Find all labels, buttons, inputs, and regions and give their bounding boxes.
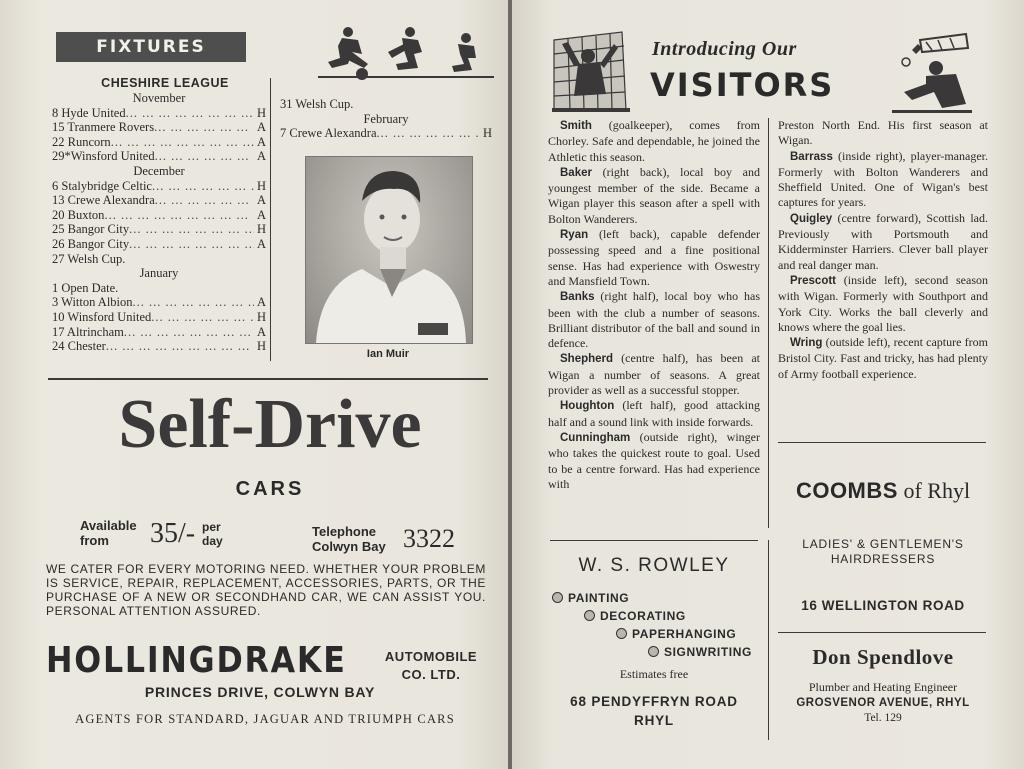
leader-dots (126, 106, 254, 121)
coombs-name: COOMBS (795, 478, 898, 503)
service-item (648, 645, 752, 659)
coombs-address: 16 WELLINGTON ROAD (801, 598, 965, 613)
leader-dots (377, 126, 481, 141)
fixture-row (52, 325, 266, 340)
player-profile (778, 273, 988, 335)
player-profile (778, 211, 988, 273)
service-label: DECORATING (600, 609, 686, 623)
service-item (552, 591, 629, 605)
player-profile (548, 351, 760, 398)
player-name: Houghton (560, 400, 615, 413)
leader-dots (104, 208, 254, 223)
fixture-team: 15 Tranmere Rovers (52, 120, 155, 135)
player-name: Wring (790, 337, 823, 350)
fixture-row (52, 120, 266, 135)
fixture-team: 20 Buxton (52, 207, 105, 222)
player-description: (right half), local boy who has been with the club a number of seasons. Brilliant distributor of the ball and sound in defence. (548, 289, 760, 351)
fixture-row (52, 281, 266, 296)
company-type (376, 648, 486, 684)
player-name: Shepherd (560, 353, 614, 366)
player-name: Baker (560, 166, 592, 179)
fixture-line: 31 Welsh Cup. (280, 97, 354, 111)
player-profile (548, 430, 760, 492)
player-photo (305, 156, 473, 344)
visitors-intro: Introducing Our (652, 38, 797, 60)
day-label: day (202, 534, 223, 548)
coombs-trade (778, 537, 988, 567)
bullet-icon (616, 628, 627, 639)
fixture-team: 29*Winsford United (52, 149, 155, 164)
player-profile (548, 398, 760, 430)
right-page-content (512, 0, 1024, 769)
player-description: (centre forward), Scottish lad. Previously with Portsmouth and Kidderminster Harriers. Clever ball player and real danger man. (778, 210, 988, 272)
rowley-address-line1: 68 PENDYFFRYN ROAD (570, 694, 738, 709)
month-label: January (139, 266, 179, 281)
fixture-venue: A (256, 295, 266, 310)
player-portrait (306, 157, 472, 343)
fixture-row (52, 339, 266, 354)
visitors-column-2 (778, 118, 988, 382)
fixture-team: 13 Crewe Alexandra (52, 193, 155, 208)
player-name: Banks (560, 291, 595, 304)
self-drive-headline: Self-Drive (118, 386, 422, 463)
from-label: from (80, 533, 109, 548)
leader-dots (151, 310, 254, 325)
section-divider (778, 442, 986, 443)
available-from (80, 518, 137, 548)
bullet-icon (648, 646, 659, 657)
fixture-team: 27 Welsh Cup. (52, 251, 126, 266)
fixture-row (52, 252, 266, 267)
fixture-venue: A (256, 207, 266, 222)
fixture-venue: A (256, 120, 266, 135)
leader-dots (129, 237, 254, 252)
service-item (584, 609, 686, 623)
coombs-ad-title (778, 478, 988, 504)
company-type-line2: CO. LTD. (401, 667, 461, 682)
telephone-town: Colwyn Bay (312, 539, 386, 554)
player-description: (left back), capable defender possessing speed and a fine positional sense. Has had experience with Oswestry and Mansfield Town. (548, 227, 760, 288)
leader-dots (111, 135, 254, 150)
leader-dots (133, 295, 254, 310)
fixture-row (52, 295, 266, 310)
fixture-team: 25 Bangor City (52, 222, 130, 237)
fixture-venue: H (256, 178, 266, 193)
telephone-block (312, 524, 386, 554)
player-name: Barrass (790, 150, 833, 163)
fixture-venue: H (482, 126, 492, 141)
fixture-row (52, 208, 266, 223)
fixture-team: 24 Chester (52, 339, 106, 354)
column-divider (768, 118, 769, 528)
continued-text: Preston North End. His first season at Wigan. (778, 118, 988, 148)
section-divider (550, 540, 758, 541)
rowley-address (550, 692, 758, 730)
fixture-team: 3 Witton Albion (52, 295, 133, 310)
fixture-team: 6 Stalybridge Celtic (52, 178, 152, 193)
goalkeeper-illustration (552, 30, 630, 112)
fixture-venue: A (256, 193, 266, 208)
telephone-number: 3322 (403, 524, 455, 553)
month-label: February (363, 111, 409, 126)
fixture-team: 26 Bangor City (52, 236, 130, 251)
fixtures-heading: FIXTURES (56, 32, 246, 62)
fixture-venue: A (256, 324, 266, 339)
cars-subheading: CARS (235, 478, 305, 500)
fixture-venue: H (256, 105, 266, 120)
fixture-venue: H (256, 309, 266, 324)
per-label: per (202, 520, 221, 534)
column-divider (768, 540, 769, 740)
available-label: Available (80, 518, 137, 533)
coombs-trade-line1: LADIES' & GENTLEMEN'S (802, 537, 964, 551)
league-title: CHESHIRE LEAGUE (101, 76, 229, 90)
left-page (0, 0, 508, 769)
player-profile (778, 149, 988, 211)
photo-caption: Ian Muir (366, 348, 410, 360)
footballers-illustration (318, 24, 494, 86)
fixture-venue: H (256, 339, 266, 354)
spendlove-address: GROSVENOR AVENUE, RHYL (796, 697, 970, 709)
fixture-venue: A (256, 149, 266, 164)
month-label: December (133, 163, 185, 178)
service-label: PAINTING (568, 591, 630, 605)
per-day (202, 520, 223, 548)
fixture-row (52, 135, 266, 150)
leader-dots (155, 193, 254, 208)
service-label: PAPERHANGING (632, 627, 737, 641)
fixture-venue: A (256, 236, 266, 251)
coombs-location: of Rhyl (903, 478, 971, 503)
fixture-venue: H (256, 222, 266, 237)
fixture-team: 7 Crewe Alexandra (280, 126, 377, 141)
fixture-team: 8 Hyde United (52, 105, 126, 120)
spendlove-name: Don Spendlove (812, 645, 954, 669)
bullet-icon (552, 592, 563, 603)
player-profile (778, 335, 988, 382)
service-label: SIGNWRITING (664, 645, 752, 659)
fixture-row (280, 126, 492, 141)
fixture-row (52, 179, 266, 194)
telephone-label: Telephone (312, 524, 377, 539)
player-name: Smith (560, 120, 592, 132)
fixtures-list-left (52, 91, 266, 354)
fixture-team: 17 Altrincham (52, 324, 124, 339)
player-profile (548, 118, 760, 165)
leader-dots (155, 149, 254, 164)
column-divider (270, 78, 271, 361)
player-description: (outside right), winger who takes the quickest route to goal. Used to be a centre forward. Has had experience with (548, 429, 760, 491)
diving-player-illustration (882, 30, 974, 114)
leader-dots (154, 120, 254, 135)
hire-price: 35/- (150, 518, 196, 549)
company-address: PRINCES DRIVE, COLWYN BAY (144, 684, 376, 700)
rowley-estimates: Estimates free (619, 667, 689, 681)
player-description: (outside left), recent capture from Bristol City. Fast and tricky, has had plenty of Army football experience. (778, 335, 988, 381)
player-description: (left half), good attacking half and a sound link with inside forwards. (548, 398, 760, 429)
rowley-name: W. S. ROWLEY (578, 555, 730, 576)
leader-dots (124, 325, 254, 340)
player-name: Cunningham (560, 431, 631, 444)
fixture-row (52, 193, 266, 208)
section-divider (778, 632, 986, 633)
player-name: Ryan (560, 229, 589, 242)
rowley-address-line2: RHYL (634, 713, 674, 728)
player-description: (centre half), has been at Wigan a number of seasons. A great provider as well as a successful stopper. (548, 351, 760, 398)
fixtures-list-right (280, 97, 492, 141)
service-item (616, 627, 736, 641)
bullet-icon (584, 610, 595, 621)
right-page (512, 0, 1024, 769)
player-profile (548, 165, 760, 227)
leader-dots (129, 222, 254, 237)
fixture-row (52, 310, 266, 325)
player-name: Prescott (790, 274, 837, 287)
player-description: (inside right), player-manager. Formerly with Bolton Wanderers and Sheffield United. One of Wigan's best captures for years. (778, 148, 988, 210)
player-profile (548, 227, 760, 289)
player-profile (548, 289, 760, 351)
fixture-row (52, 149, 266, 164)
player-name: Quigley (790, 212, 833, 225)
leader-dots (152, 179, 254, 194)
company-type-line1: AUTOMOBILE (384, 649, 478, 664)
spendlove-trade: Plumber and Heating Engineer (808, 680, 958, 694)
visitors-column-1 (548, 118, 760, 492)
coombs-trade-line2: HAIRDRESSERS (830, 552, 936, 566)
player-description: (goalkeeper), comes from Chorley. Safe and dependable, he joined the Athletic this season. (548, 118, 760, 164)
fixture-team: 22 Runcorn (52, 134, 111, 149)
fixture-team: 1 Open Date. (52, 280, 119, 295)
fixture-row (52, 106, 266, 121)
spendlove-tel: Tel. 129 (864, 712, 902, 724)
fixture-team: 10 Winsford United (52, 309, 152, 324)
fixture-row (52, 222, 266, 237)
player-description: (inside left), second season with Wigan. Formerly with Southport and York City. Works the ball cleverly and knows where the goal lies. (778, 272, 988, 334)
month-label: November (132, 91, 186, 105)
player-description: (right back), local boy and youngest member of the side. Became a Wigan player this season after a spell with Bolton Wanderers. (548, 164, 760, 226)
leader-dots (106, 339, 254, 354)
fixture-row (52, 237, 266, 252)
agents-line: AGENTS FOR STANDARD, JAGUAR AND TRIUMPH CARS (75, 712, 455, 726)
company-name: HOLLINGDRAKE (46, 640, 347, 681)
visitors-title: VISITORS (650, 66, 835, 104)
ad-body-text: WE CATER FOR EVERY MOTORING NEED. WHETHER YOUR PROBLEM IS SERVICE, REPAIR, REPLACEMENT, ACCESSORIES, PARTS, OR THE PURCHASE OF A NEW OR SECONDHAND CAR, WE CAN ASSIST YOU. PERSONAL ATTENTION ASSURED. (46, 562, 487, 618)
fixture-venue: A (256, 134, 266, 149)
